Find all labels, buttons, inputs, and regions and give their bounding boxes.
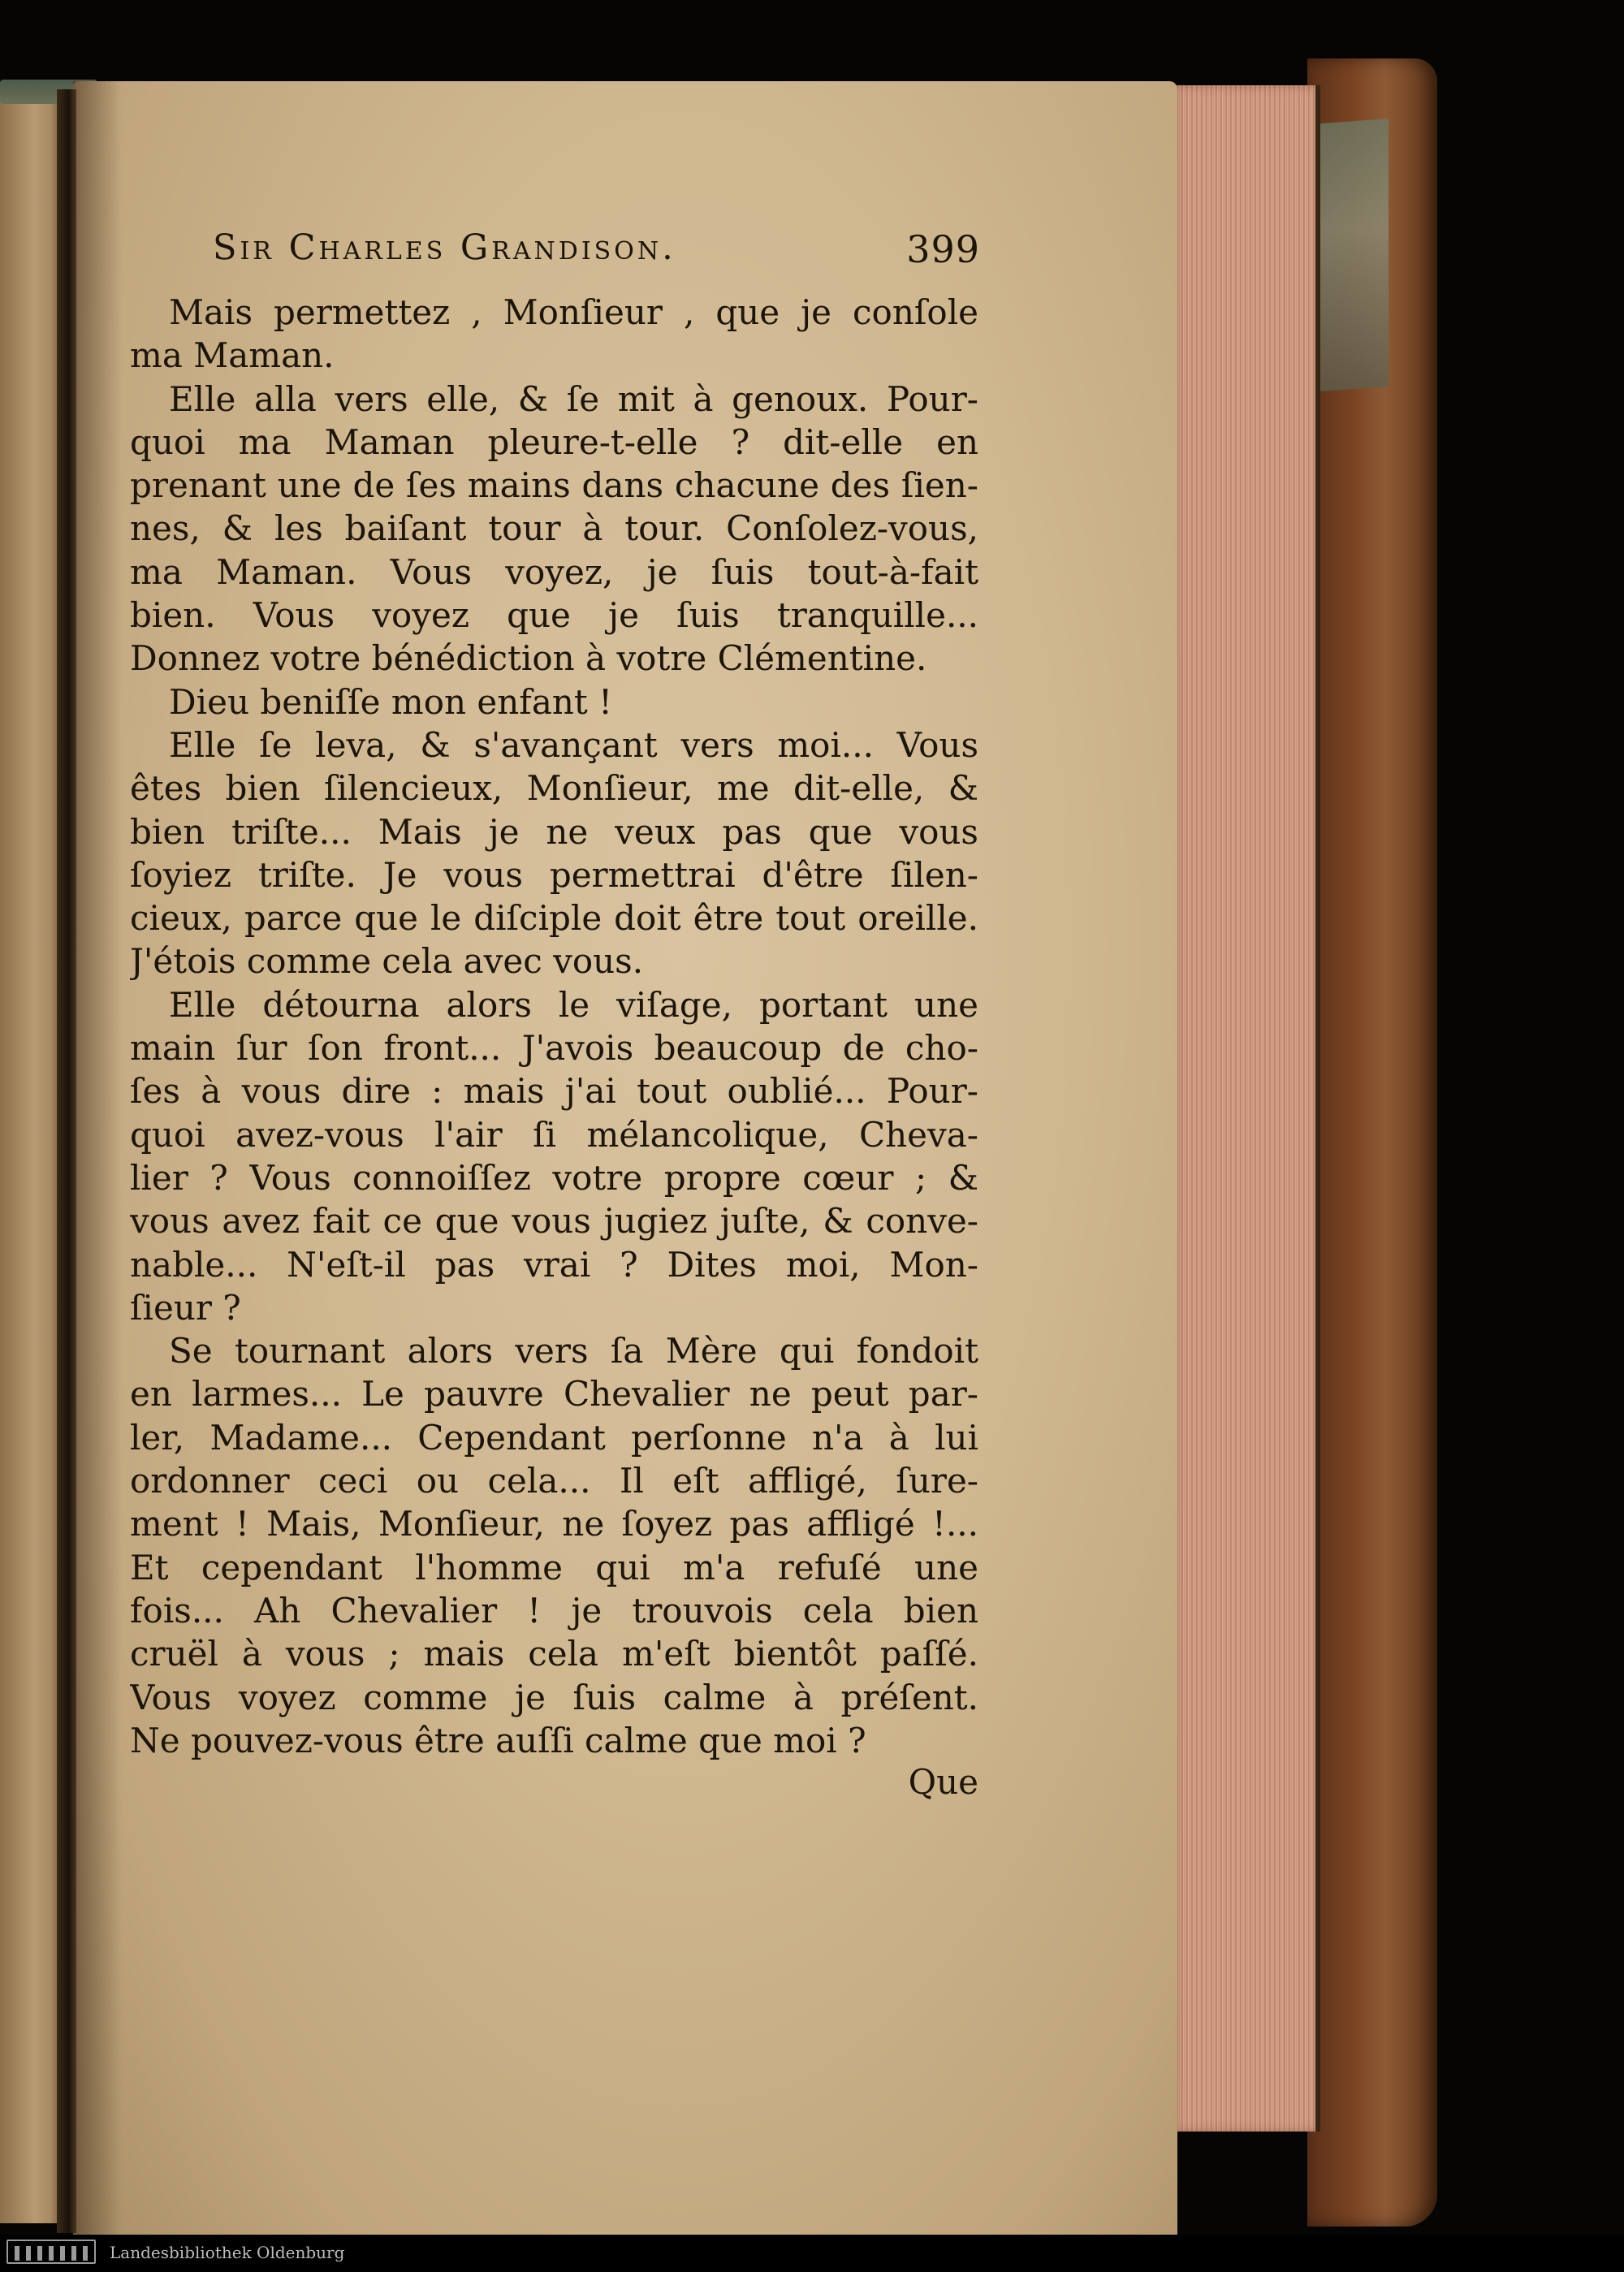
text-line: vous avez fait ce que vous jugiez juſte, & conve- <box>130 1201 978 1242</box>
library-building-icon <box>6 2240 96 2264</box>
text-line: Se tournant alors vers ſa Mère qui fondoit <box>169 1331 978 1371</box>
text-line: en larmes... Le pauvre Chevalier ne peut par- <box>130 1374 978 1415</box>
library-credit: Landesbibliothek Oldenburg <box>110 2243 345 2262</box>
book-gutter <box>57 89 76 2233</box>
text-line: Elle alla vers elle, & ſe mit à genoux. Pour- <box>169 378 978 419</box>
text-line: bien triſte... Mais je ne veux pas que vous <box>130 811 978 852</box>
text-line: êtes bien ſilencieux, Monſieur, me dit-elle, & <box>130 768 978 809</box>
facing-page-edge <box>0 96 63 2223</box>
text-line: Elle ſe leva, & s'avançant vers moi... Vous <box>169 724 978 765</box>
text-line: J'étois comme cela avec vous. <box>130 941 644 982</box>
page-fore-edge <box>1169 85 1320 2132</box>
text-line: lier ? Vous connoiſſez votre propre cœur ; & <box>130 1157 978 1198</box>
running-title: Sir Charles Grandison. <box>213 227 676 268</box>
text-line: fois... Ah Chevalier ! je trouvois cela bien <box>130 1590 978 1631</box>
text-line: ma Maman. Vous voyez, je ſuis tout-à-fait <box>130 551 978 592</box>
text-line: ler, Madame... Cependant perſonne n'a à lui <box>130 1417 978 1458</box>
catchword: Que <box>908 1762 978 1803</box>
text-line: nes, & les baiſant tour à tour. Conſolez-vous, <box>130 508 978 549</box>
text-line: quoi avez-vous l'air ſi mélancolique, Cheva- <box>130 1114 978 1155</box>
text-line: ordonner ceci ou cela... Il eſt affligé, ſure- <box>130 1461 978 1501</box>
body-text <box>130 291 978 1803</box>
running-head <box>213 227 980 276</box>
text-line: ma Maman. <box>130 335 335 376</box>
text-line: nable... N'eſt-il pas vrai ? Dites moi, Mon- <box>130 1244 978 1285</box>
text-line: prenant une de ſes mains dans chacune des ſien- <box>130 465 978 506</box>
text-line: quoi ma Maman pleure-t-elle ? dit-elle en <box>130 421 978 462</box>
text-line: Vous voyez comme je ſuis calme à préſent. <box>130 1677 978 1717</box>
text-line: Dieu beniſſe mon enfant ! <box>169 681 613 722</box>
text-line: Mais permettez , Monſieur , que je conſole <box>169 292 978 332</box>
text-line: cruël à vous ; mais cela m'eſt bientôt paſſé. <box>130 1634 978 1674</box>
text-line: ſoyiez triſte. Je vous permettrai d'être ſilen- <box>130 854 978 895</box>
page-number: 399 <box>906 227 980 271</box>
text-line: Donnez votre bénédiction à votre Clémentine. <box>130 638 927 679</box>
text-line: Et cependant l'homme qui m'a refuſé une <box>130 1547 978 1587</box>
text-line: ment ! Mais, Monſieur, ne ſoyez pas affligé !... <box>130 1504 978 1544</box>
text-line: main ſur ſon front... J'avois beaucoup de cho- <box>130 1028 978 1069</box>
text-line: ſes à vous dire : mais j'ai tout oublié... Pour- <box>130 1071 978 1112</box>
text-line: bien. Vous voyez que je ſuis tranquille... <box>130 595 978 636</box>
footer-bar <box>0 2235 1624 2272</box>
text-line: cieux, parce que le diſciple doit être tout oreille. <box>130 898 978 939</box>
text-line: ſieur ? <box>130 1287 241 1328</box>
text-line: Elle détourna alors le viſage, portant une <box>169 984 978 1025</box>
page-gutter-shadow <box>73 81 122 2241</box>
text-line: Ne pouvez-vous être auſſi calme que moi ? <box>130 1720 866 1760</box>
